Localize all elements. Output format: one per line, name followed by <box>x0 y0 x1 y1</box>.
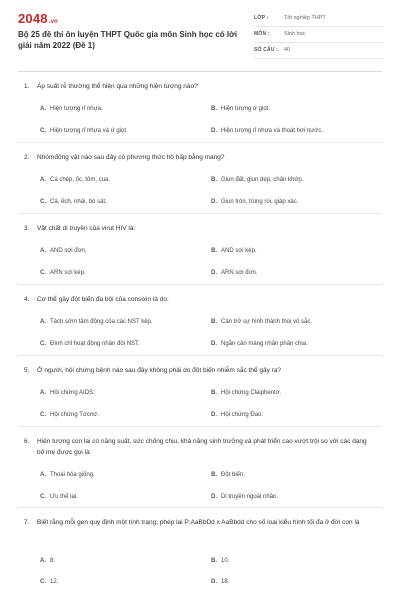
meta-label: LỚP : <box>254 15 269 21</box>
question-number: 4. <box>24 296 30 303</box>
option-d[interactable]: D. Hội chứng Đao. <box>211 412 264 418</box>
header-divider <box>18 71 382 72</box>
option-d[interactable]: D. Giun tròn, trùng roi, giáp xác. <box>211 199 299 205</box>
option-d[interactable]: D. Di truyền ngoài nhân. <box>211 494 279 500</box>
question-body: Áp suất rễ thường thể hiện qua những hiện tượng nào? <box>37 83 198 90</box>
option-c[interactable]: C. Hiện tượng rỉ nhựa và ứ giọt. <box>40 128 128 134</box>
option-c[interactable]: C. 12. <box>40 579 59 585</box>
option-b[interactable]: B. Hiện tượng ứ giọt. <box>211 106 270 112</box>
option-c[interactable]: C. Ưu thế lai. <box>40 494 78 500</box>
site-logo[interactable] <box>18 11 58 26</box>
option-c[interactable]: C. Đình chỉ hoạt động nhân đôi NST. <box>40 341 140 347</box>
question-divider <box>18 507 382 508</box>
logo-text: 2048 <box>18 11 48 26</box>
question-number: 1. <box>24 83 30 90</box>
question-body: Cơ thể gây đột biến đa bội của consixin là do: <box>37 296 169 303</box>
question-body: Ở người, hội chứng bệnh nào sau đây không phải do đột biến nhiễm sắc thể gây ra? <box>37 367 282 374</box>
option-a[interactable]: A. Cá chép, ốc, tôm, cua. <box>40 177 111 183</box>
meta-row-class <box>254 11 382 27</box>
meta-row-count <box>254 43 382 59</box>
question-body: Biết rằng mỗi gen quy định một tính trạng, phép lai P:AaBbDd x AaBbdd cho số loại kiểu hình tối đa ở đời con là <box>37 519 360 526</box>
option-b[interactable]: B. Cản trở sự hình thành thoi vô sắc. <box>211 319 312 325</box>
question-body: Hiện tượng con lai có năng suất, sức chống chịu, khả năng sinh trưởng và phát triển cao vượt trội so với các dạng bố mẹ được gọi là <box>37 438 367 456</box>
meta-value: 40 <box>284 47 291 53</box>
option-b[interactable]: B. Đột biến. <box>211 472 246 478</box>
meta-label: SỐ CÂU : <box>254 47 279 53</box>
option-d[interactable]: D. Ngăn cản màng nhân phân chia. <box>211 341 308 347</box>
document-title: Bộ 25 đề thi ôn luyện THPT Quốc gia môn Sinh học có lời giải năm 2022 (Đề 1) <box>18 30 238 50</box>
question-body: Vật chất di truyền của virut HIV là: <box>37 225 136 232</box>
meta-value: Sinh học <box>284 31 306 37</box>
option-d[interactable]: D. Hiện tượng rỉ nhựa và thoát hơi nước. <box>211 128 323 134</box>
question-divider <box>18 426 382 427</box>
logo-suffix: .vn <box>48 19 59 25</box>
question-number: 7. <box>24 519 30 526</box>
option-a[interactable]: A. Hiện tượng rỉ nhựa. <box>40 106 103 112</box>
meta-row-subject <box>254 27 382 43</box>
option-a[interactable]: A. 8. <box>40 558 56 564</box>
option-a[interactable]: A. Thoái hóa giống. <box>40 472 95 478</box>
option-b[interactable]: B. AND sợi kép. <box>211 248 257 254</box>
option-c[interactable]: C. Hội chứng Tơcnơ. <box>40 412 99 418</box>
option-b[interactable]: B. Hội chứng Claiphentơ. <box>211 390 282 396</box>
option-a[interactable]: A. Tách sớm tâm động của các NST kép. <box>40 319 153 325</box>
question-divider <box>18 284 382 285</box>
option-a[interactable]: A. Hội chứng AIDS. <box>40 390 95 396</box>
page-header <box>0 0 400 74</box>
question-divider <box>18 213 382 214</box>
question-divider <box>18 142 382 143</box>
option-a[interactable]: A. AND sợi đơn. <box>40 248 87 254</box>
option-c[interactable]: C. Cá, ếch, nhái, bò sát. <box>40 199 107 205</box>
meta-value: Tốt nghiệp THPT <box>284 15 326 21</box>
question-number: 6. <box>24 438 30 445</box>
question-number: 5. <box>24 367 30 374</box>
option-c[interactable]: C. ARN sợi kép. <box>40 270 86 276</box>
option-b[interactable]: B. 10. <box>211 558 230 564</box>
question-number: 3. <box>24 225 30 232</box>
option-d[interactable]: D. 18. <box>211 579 230 585</box>
question-body: Nhómđộng vật nào sau đây có phương thức hô hấp bằng mang? <box>37 154 225 161</box>
meta-label: MÔN : <box>254 31 270 37</box>
meta-table <box>254 11 382 59</box>
option-b[interactable]: B. Giun đất, giun dẹp, chân khớp. <box>211 177 304 183</box>
option-d[interactable]: D. ARN sợi đơn. <box>211 270 258 276</box>
question-number: 2. <box>24 154 30 161</box>
question-divider <box>18 355 382 356</box>
